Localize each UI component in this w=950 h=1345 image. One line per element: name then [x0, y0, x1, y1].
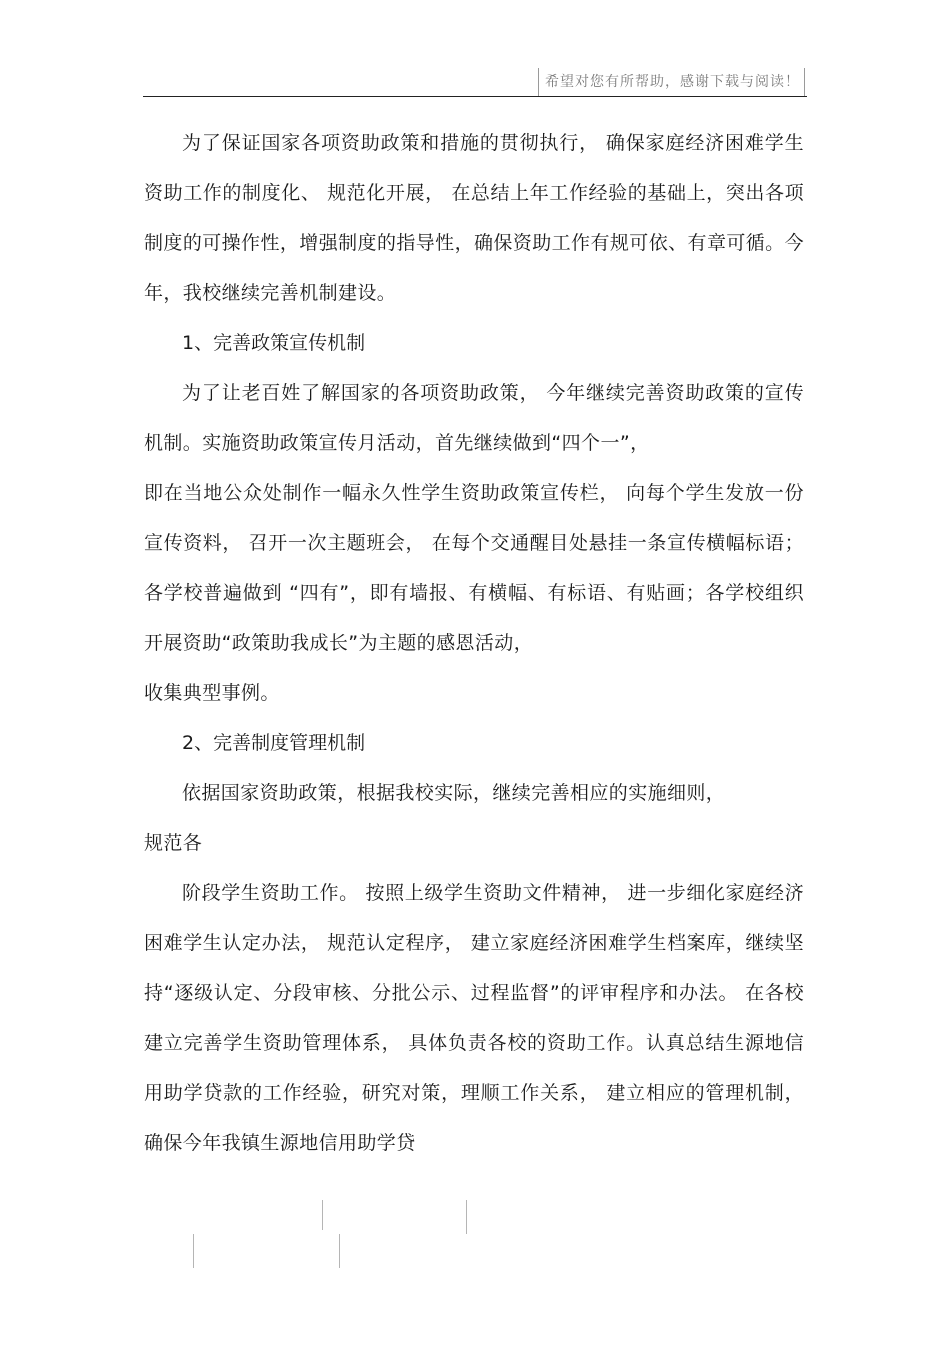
scan-artifact-line	[322, 1200, 323, 1230]
paragraph-policy-cont: 规范各	[144, 832, 203, 854]
paragraph-management: 阶段学生资助工作。 按照上级学生资助文件精神， 进一步细化家庭经济困难学生认定办法， 规范认定程序， 建立家庭经济困难学生档案库，继续坚持“逐级认定、分段审核、分批公示、过程监督”的评审程序和办法。 在各校建立完善学生资助管理体系， 具体负责各校的资助工作。认真总结生源地信用助学贷款的工作经验，研究对策，理顺工作关系， 建立相应的管理机制， 确保今年我镇生源地信用助学贷	[144, 882, 804, 1154]
scan-artifact-line	[193, 1234, 194, 1268]
document-body	[144, 118, 804, 1168]
header-divider	[143, 96, 807, 97]
paragraph-publicity-end: 收集典型事例。	[144, 682, 280, 704]
section-heading-2: 2、完善制度管理机制	[182, 732, 366, 754]
section-heading-1: 1、完善政策宣传机制	[182, 332, 366, 354]
scan-artifact-line	[339, 1234, 340, 1268]
paragraph-intro: 为了保证国家各项资助政策和措施的贯彻执行， 确保家庭经济困难学生资助工作的制度化、 规范化开展， 在总结上年工作经验的基础上，突出各项制度的可操作性，增强制度的指导性，确保资助工作有规可依、有章可循。今年，我校继续完善机制建设。	[144, 132, 804, 304]
header-note: 希望对您有所帮助，感谢下载与阅读！	[538, 68, 805, 96]
paragraph-policy: 依据国家资助政策，根据我校实际，继续完善相应的实施细则，	[182, 782, 726, 804]
scan-artifact-line	[466, 1200, 467, 1234]
paragraph-publicity-cont: 即在当地公众处制作一幅永久性学生资助政策宣传栏， 向每个学生发放一份宣传资料， 召开一次主题班会， 在每个交通醒目处悬挂一条宣传横幅标语； 各学校普遍做到 “四有”，即有墙报、有横幅、有标语、有贴画；各学校组织开展资助“政策助我成长”为主题的感恩活动，	[144, 482, 804, 654]
paragraph-publicity: 为了让老百姓了解国家的各项资助政策， 今年继续完善资助政策的宣传机制。实施资助政策宣传月活动，首先继续做到“四个一”，	[144, 382, 804, 454]
